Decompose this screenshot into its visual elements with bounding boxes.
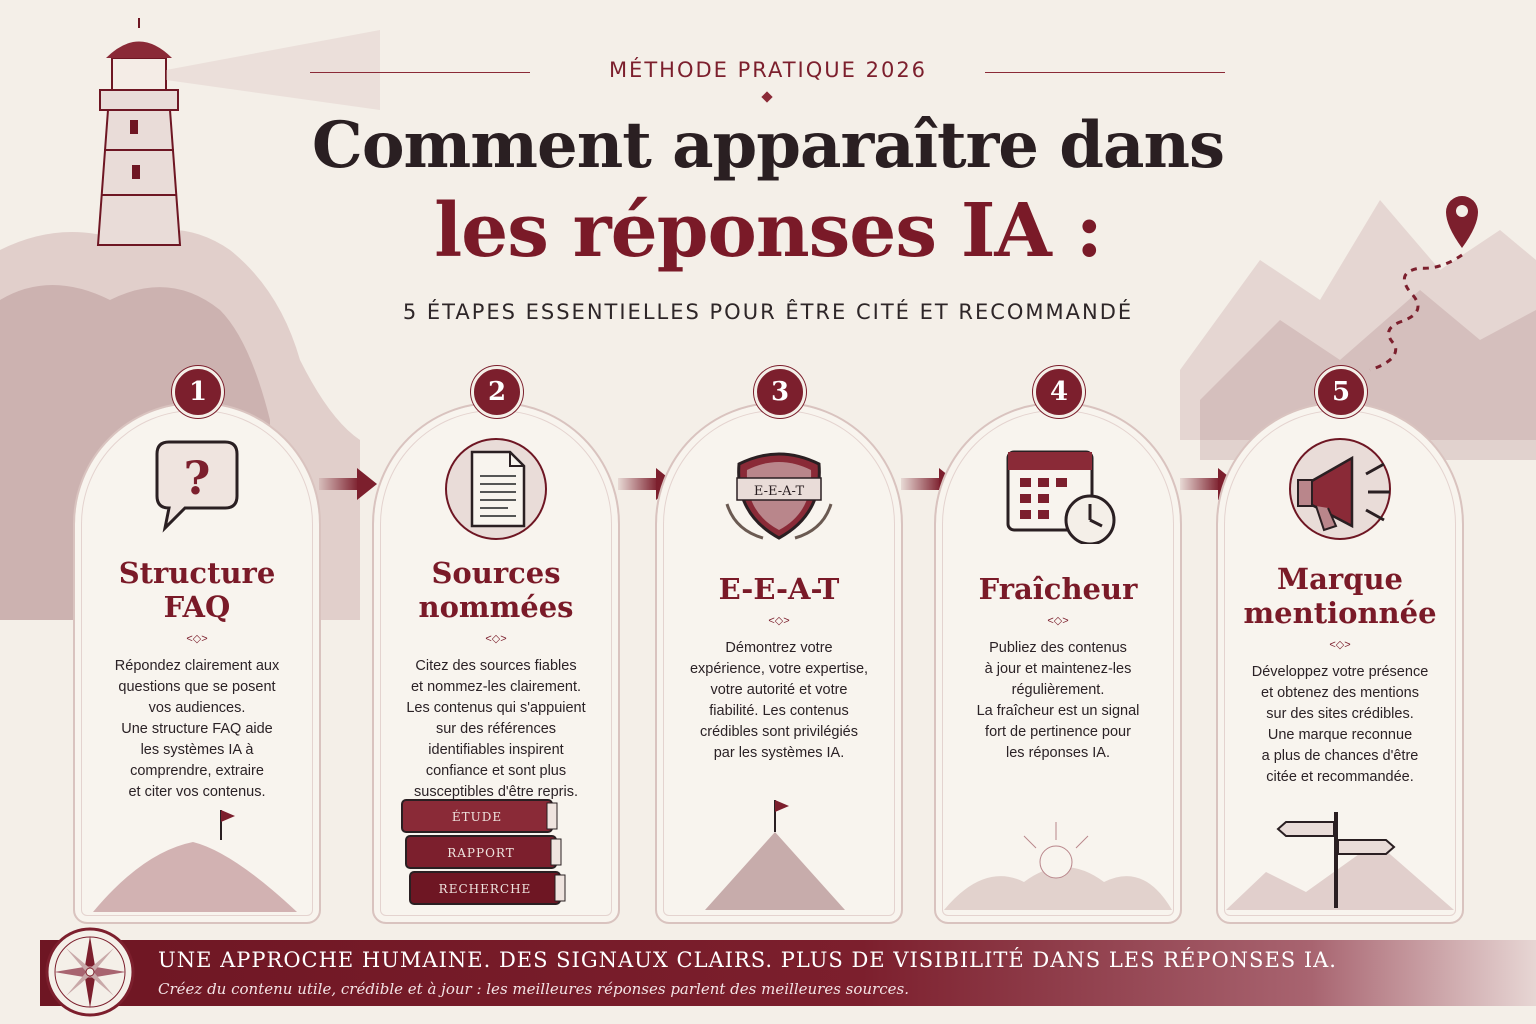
- banner-headline: UNE APPROCHE HUMAINE. DES SIGNAUX CLAIRS. PLUS DE VISIBILITÉ DANS LES RÉPONSES IA.: [158, 948, 1337, 972]
- book-label: RECHERCHE: [438, 882, 532, 896]
- step-illustration: [1226, 792, 1454, 912]
- question-bubble-icon: [137, 434, 257, 544]
- step-description-line: sur des sites crédibles.: [1266, 706, 1414, 722]
- step-separator: <◇>: [1329, 639, 1351, 651]
- step-card-5: [1216, 402, 1464, 924]
- step-number-badge: 5: [1315, 366, 1367, 418]
- step-illustration: [382, 792, 610, 912]
- step-description-line: et nommez-les clairement.: [410, 679, 582, 695]
- step-title-line: mentionnée: [1243, 596, 1437, 630]
- step-title-line: Marque: [1277, 562, 1403, 596]
- step-number-badge: 2: [471, 366, 523, 418]
- svg-text:?: ?: [183, 451, 211, 505]
- step-description-line: Une structure FAQ aide: [121, 721, 273, 737]
- step-number-badge: 3: [754, 366, 806, 418]
- step-description-line: les réponses IA.: [1006, 745, 1110, 761]
- step-description-line: régulièrement.: [1011, 682, 1105, 698]
- step-description-line: crédibles sont privilégiés: [700, 724, 858, 740]
- kicker-row: [0, 52, 1536, 92]
- step-description-line: identifiables inspirent: [428, 742, 564, 758]
- step-description-line: fort de pertinence pour: [985, 724, 1131, 740]
- footer-banner: [40, 940, 1536, 1006]
- document-icon: [436, 434, 556, 544]
- step-description-line: Les contenus qui s'appuient: [406, 700, 586, 716]
- step-description-line: Démontrez votre: [725, 640, 833, 656]
- kicker: MÉTHODE PRATIQUE 2026: [608, 58, 928, 82]
- book-label: ÉTUDE: [451, 810, 503, 824]
- step-number-badge: 4: [1033, 366, 1085, 418]
- step-separator: <◇>: [485, 633, 507, 645]
- step-description-line: et citer vos contenus.: [128, 784, 266, 800]
- step-description-line: votre autorité et votre: [710, 682, 848, 698]
- step-description-line: Développez votre présence: [1251, 664, 1429, 680]
- step-description-line: les systèmes IA à: [140, 742, 254, 758]
- step-description-line: Publiez des contenus: [989, 640, 1127, 656]
- step-description-line: comprendre, extraire: [130, 763, 264, 779]
- step-description-line: et obtenez des mentions: [1261, 685, 1419, 701]
- compass-icon: [44, 926, 136, 1018]
- banner-tagline: Créez du contenu utile, crédible et à jour : les meilleures réponses parlent des meilleures sources.: [158, 980, 909, 998]
- shield-icon: [719, 434, 839, 544]
- step-card-2: [372, 402, 620, 924]
- svg-text:E-E-A-T: E-E-A-T: [753, 484, 805, 499]
- step-description-line: Citez des sources fiables: [415, 658, 577, 674]
- step-description-line: vos audiences.: [148, 700, 246, 716]
- step-description-line: confiance et sont plus: [425, 763, 567, 779]
- step-illustration: [665, 792, 893, 912]
- step-title-line: Structure: [118, 556, 276, 590]
- step-description-line: Une marque reconnue: [1267, 727, 1413, 743]
- page-title-line2: les réponses IA :: [434, 188, 1102, 274]
- step-illustration: [944, 792, 1172, 912]
- step-description-line: fiabilité. Les contenus: [709, 703, 849, 719]
- step-description-line: La fraîcheur est un signal: [976, 703, 1140, 719]
- step-separator: <◇>: [1047, 615, 1069, 627]
- step-description-line: à jour et maintenez-les: [984, 661, 1132, 677]
- megaphone-icon: [1280, 434, 1400, 544]
- step-title-line: E-E-A-T: [718, 572, 840, 606]
- step-title-line: nommées: [418, 590, 574, 624]
- step-description-line: Répondez clairement aux: [114, 658, 280, 674]
- step-title-line: Fraîcheur: [978, 572, 1138, 606]
- step-separator: <◇>: [186, 633, 208, 645]
- step-description-line: par les systèmes IA.: [713, 745, 845, 761]
- step-description-line: susceptibles d'être repris.: [414, 784, 578, 800]
- step-description-line: a plus de chances d'être: [1261, 748, 1419, 764]
- step-title-line: Sources: [431, 556, 561, 590]
- step-number-badge: 1: [172, 366, 224, 418]
- step-card-4: [934, 402, 1182, 924]
- step-description-line: expérience, votre expertise,: [689, 661, 869, 677]
- arrow-right-icon: [319, 466, 379, 502]
- step-card-1: [73, 402, 321, 924]
- step-card-3: [655, 402, 903, 924]
- step-title-line: FAQ: [163, 590, 231, 624]
- step-separator: <◇>: [768, 615, 790, 627]
- page-subtitle: 5 ÉTAPES ESSENTIELLES POUR ÊTRE CITÉ ET RECOMMANDÉ: [402, 300, 1134, 324]
- step-description-line: sur des références: [435, 721, 557, 737]
- calendar-clock-icon: [998, 434, 1118, 544]
- step-illustration: [83, 792, 311, 912]
- step-description-line: questions que se posent: [118, 679, 276, 695]
- book-label: RAPPORT: [447, 846, 515, 860]
- page-title-line1: Comment apparaître dans: [311, 108, 1225, 183]
- step-description-line: citée et recommandée.: [1266, 769, 1414, 785]
